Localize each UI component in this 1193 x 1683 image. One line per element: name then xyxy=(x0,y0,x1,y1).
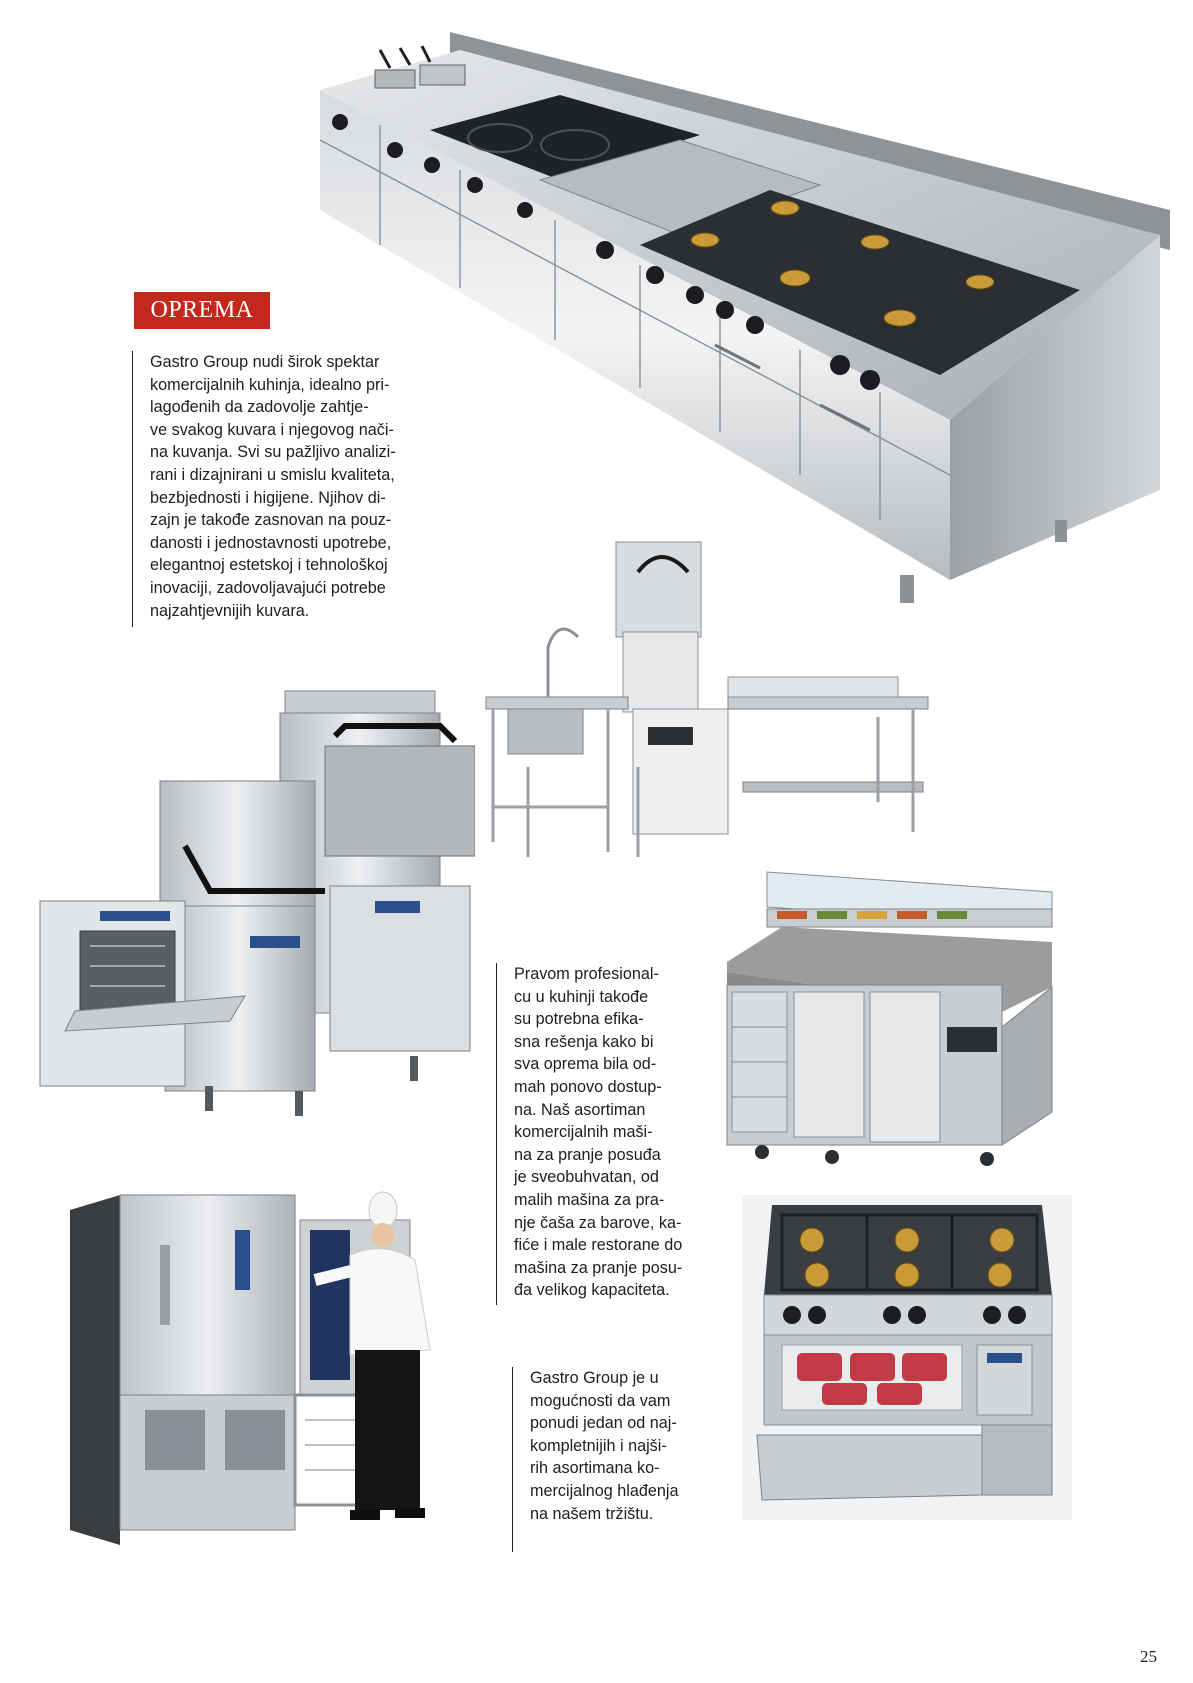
text-line: na za pranje posuđa xyxy=(514,1145,661,1164)
section-tag: OPREMA xyxy=(134,292,270,329)
text-line: komercijalnih kuhinja, idealno pri- xyxy=(150,375,390,394)
text-line: fiće i male restorane do xyxy=(514,1236,683,1255)
text-line: mah ponovo dostup- xyxy=(514,1077,662,1096)
intro-text xyxy=(132,351,422,627)
text-line: zajn je takođe zasnovan na pouz- xyxy=(150,511,392,530)
refrigerated-pizza-counter-photo xyxy=(722,867,1074,1167)
text-line: mercijalnog hlađenja xyxy=(530,1481,679,1500)
text-line: komercijalnih maši- xyxy=(514,1123,653,1142)
text-line: malih mašina za pra- xyxy=(514,1190,665,1209)
text-line: ponudi jedan od naj- xyxy=(530,1414,677,1433)
text-line: danosti i jednostavnosti upotrebe, xyxy=(150,533,392,552)
text-line: Gastro Group nudi širok spektar xyxy=(150,353,380,371)
text-line: kompletnijih i najši- xyxy=(530,1436,667,1455)
text-line: inovaciji, zadovoljavajući potrebe xyxy=(150,578,386,597)
text-line: na kuvanja. Svi su pažljivo analizi- xyxy=(150,443,396,462)
text-line: ve svakog kuvara i njegovog nači- xyxy=(150,420,394,439)
page-number: 25 xyxy=(1140,1647,1157,1666)
pass-through-dishwasher-station-photo xyxy=(483,537,935,872)
dishwashing-text xyxy=(496,963,721,1305)
text-line: Gastro Group je u xyxy=(530,1369,659,1387)
gas-range-with-refrigerated-drawer-photo xyxy=(742,1195,1072,1520)
text-line: su potrebna efika- xyxy=(514,1010,644,1029)
text-line: na našem tržištu. xyxy=(530,1504,654,1523)
text-line: cu u kuhinji takođe xyxy=(514,987,649,1006)
text-line: đa velikog kapaciteta. xyxy=(514,1281,670,1300)
text-line: elegantnoj estetskoj i tehnološkoj xyxy=(150,556,388,575)
text-line: rih asortimana ko- xyxy=(530,1459,660,1478)
chef-combi-oven-blast-chiller-photo xyxy=(65,1190,465,1555)
text-line: nje čaša za barove, ka- xyxy=(514,1213,682,1232)
text-line: mašina za pranje posu- xyxy=(514,1258,683,1277)
text-line: rani i dizajnirani u smislu kvaliteta, xyxy=(150,465,395,484)
text-line: lagođenih da zadovolje zahtje- xyxy=(150,398,369,417)
text-line: bezbjednosti i higijene. Njihov di- xyxy=(150,488,386,507)
text-line: sva oprema bila od- xyxy=(514,1055,657,1074)
text-line: sna rešenja kako bi xyxy=(514,1032,654,1051)
text-line: mogućnosti da vam xyxy=(530,1391,671,1410)
dishwasher-range-photo xyxy=(35,686,475,1139)
text-line: Pravom profesional- xyxy=(514,965,659,983)
text-line: je sveobuhvatan, od xyxy=(514,1168,659,1187)
refrigeration-text xyxy=(512,1367,712,1552)
text-line: najzahtjevnijih kuvara. xyxy=(150,601,310,620)
text-line: na. Naš asortiman xyxy=(514,1100,646,1119)
